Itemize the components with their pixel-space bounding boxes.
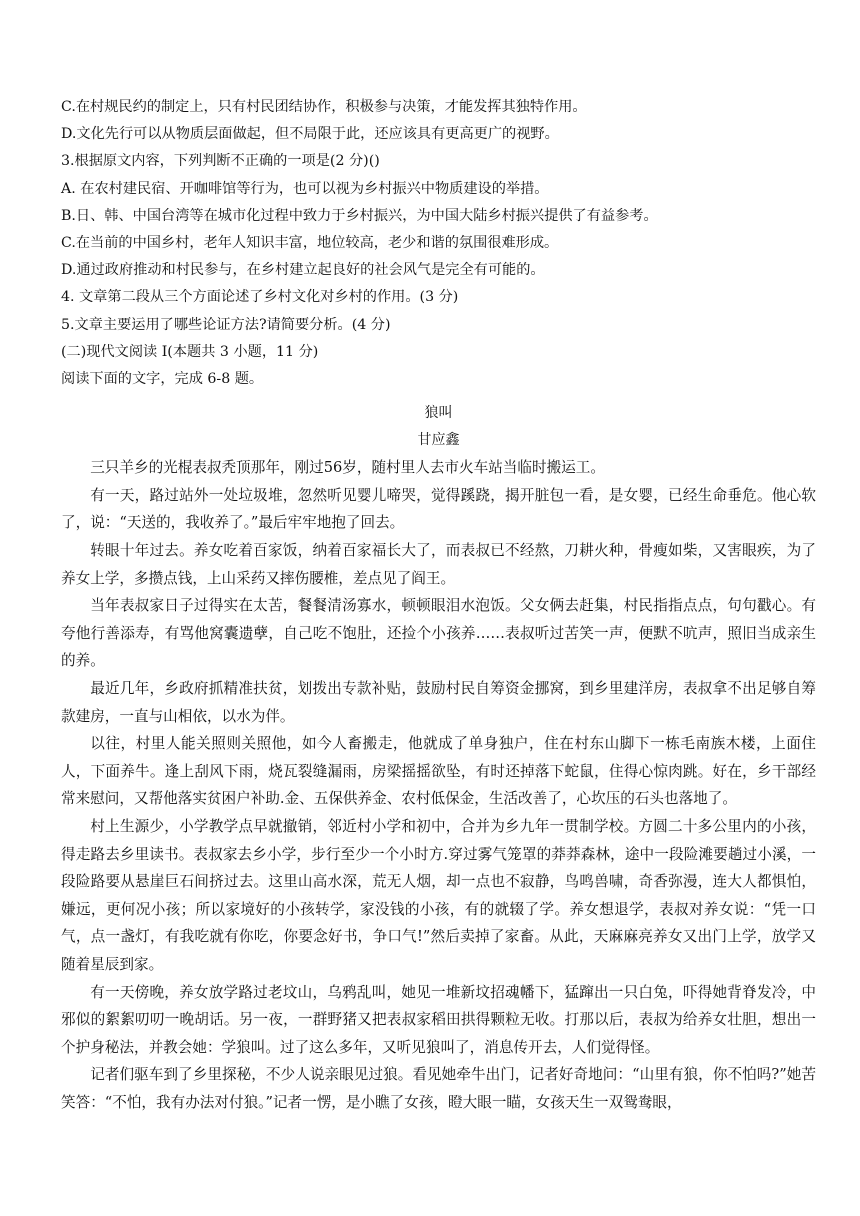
question-3-option-c: C.在当前的中国乡村，老年人知识丰富，地位较高，老少和谐的氛围很难形成。: [61, 235, 559, 252]
story-paragraph: 最近几年，乡政府抓精准扶贫，划拨出专款补贴，鼓励村民自筹资金挪窝，到乡里建洋房，表叔拿不出足够自筹款建房，一直与山相依，以水为伴。: [61, 679, 816, 725]
story-title: 狼叫: [424, 405, 453, 422]
story-author: 甘应鑫: [417, 432, 460, 449]
section-heading: (二)现代文阅读 I(本题共 3 小题，11 分): [61, 343, 319, 360]
question-4: 4. 文章第二段从三个方面论述了乡村文化对乡村的作用。(3 分): [61, 289, 459, 306]
question-3-option-a: A. 在农村建民宿、开咖啡馆等行为，也可以视为乡村振兴中物质建设的举措。: [61, 180, 549, 197]
option-c: C.在村规民约的制定上，只有村民团结协作，积极参与决策，才能发挥其独特作用。: [61, 99, 587, 115]
story-paragraph: 当年表叔家日子过得实在太苦，餐餐清汤寡水，顿顿眼泪水泡饭。父女俩去赶集，村民指指点点，句句戳心。有夸他行善添寿，有骂他窝囊遗孽，自己吃不饱肚，还捡个小孩养……表叔听过苦笑一声，便默不吭声，照旧当成亲生的养。: [61, 597, 816, 670]
story-paragraph: 记者们驱车到了乡里探秘，不少人说亲眼见过狼。看见她牵牛出门，记者好奇地问：“山里有狼，你不怕吗?”她苦笑答：“不怕，我有办法对付狼。”记者一愣，是小瞧了女孩，瞪大眼一瞄，女孩天生一双鸳鸯眼，: [61, 1066, 816, 1111]
option-d: D.文化先行可以从物质层面做起，但不局限于此，还应该具有更高更广的视野。: [61, 126, 559, 143]
question-3: 3.根据原文内容，下列判断不正确的一项是(2 分)(): [61, 153, 380, 170]
reading-instruction: 阅读下面的文字，完成 6-8 题。: [61, 371, 264, 388]
story-paragraph: 有一天，路过站外一处垃圾堆，忽然听见婴儿啼哭，觉得蹊跷，揭开脏包一看，是女婴，已经生命垂危。他心软了，说：“天送的，我收养了。”最后牢牢地抱了回去。: [61, 486, 816, 532]
question-3-option-d: D.通过政府推动和村民参与，在乡村建立起良好的社会风气是完全有可能的。: [61, 262, 545, 279]
story-paragraph: 三只羊乡的光棍表叔秃顶那年，刚过56岁，随村里人去市火车站当临时搬运工。: [90, 459, 605, 477]
story-paragraph: 以往，村里人能关照则关照他，如今人畜搬走，他就成了单身独户，住在村东山脚下一栋毛南族木楼，上面住人，下面养牛。逢上刮风下雨，烧瓦裂缝漏雨，房梁摇摇欲坠，有时还掉落下蛇鼠，住得心惊肉跳。好在，乡干部经常来慰问，又帮他落实贫困户补助.金、五保供养金、农村低保金，生活改善了，心坎压的石头也落地了。: [61, 735, 816, 808]
question-3-option-b: B.日、韩、中国台湾等在城市化过程中致力于乡村振兴，为中国大陆乡村振兴提供了有益参考。: [61, 207, 658, 224]
story-paragraph: 村上生源少，小学教学点早就撤销，邻近村小学和初中，合并为乡九年一贯制学校。方圆二十多公里内的小孩，得走路去乡里读书。表叔家去乡小学，步行至少一个小时方.穿过雾气笼罩的莽莽森林，途中一段险滩要趟过小溪，一段险路要从悬崖巨石间挤过去。这里山高水深，荒无人烟，却一点也不寂静，鸟鸣兽啸，奇香弥漫，连大人都惧怕，嫌远，更何况小孩；所以家境好的小孩转学，家没钱的小孩，有的就辍了学。养女想退学，表叔对养女说：“凭一口气，点一盏灯，有我吃就有你吃，你要念好书，争口气!”然后卖掉了家畜。从此，天麻麻亮养女又出门上学，放学又随着星辰到家。: [61, 817, 816, 973]
question-5: 5.文章主要运用了哪些论证方法?请简要分析。(4 分): [61, 316, 391, 333]
story-paragraph: 转眼十年过去。养女吃着百家饭，纳着百家福长大了，而表叔已不经熬，刀耕火种，骨瘦如柴，又害眼疾，为了养女上学，多攒点钱，上山采药又摔伤腰椎，差点见了阎王。: [61, 542, 816, 587]
story-paragraph: 有一天傍晚，养女放学路过老坟山，乌鸦乱叫，她见一堆新坟招魂幡下，猛蹿出一只白兔，吓得她背脊发冷，中邪似的絮絮叨叨一晚胡话。另一夜，一群野猪又把表叔家稻田拱得颗粒无收。打那以后，表叔为给养女壮胆，想出一个护身秘法，并教会她：学狼叫。过了这么多年，又听见狼叫了，消息传开去，人们觉得怪。: [61, 983, 816, 1056]
